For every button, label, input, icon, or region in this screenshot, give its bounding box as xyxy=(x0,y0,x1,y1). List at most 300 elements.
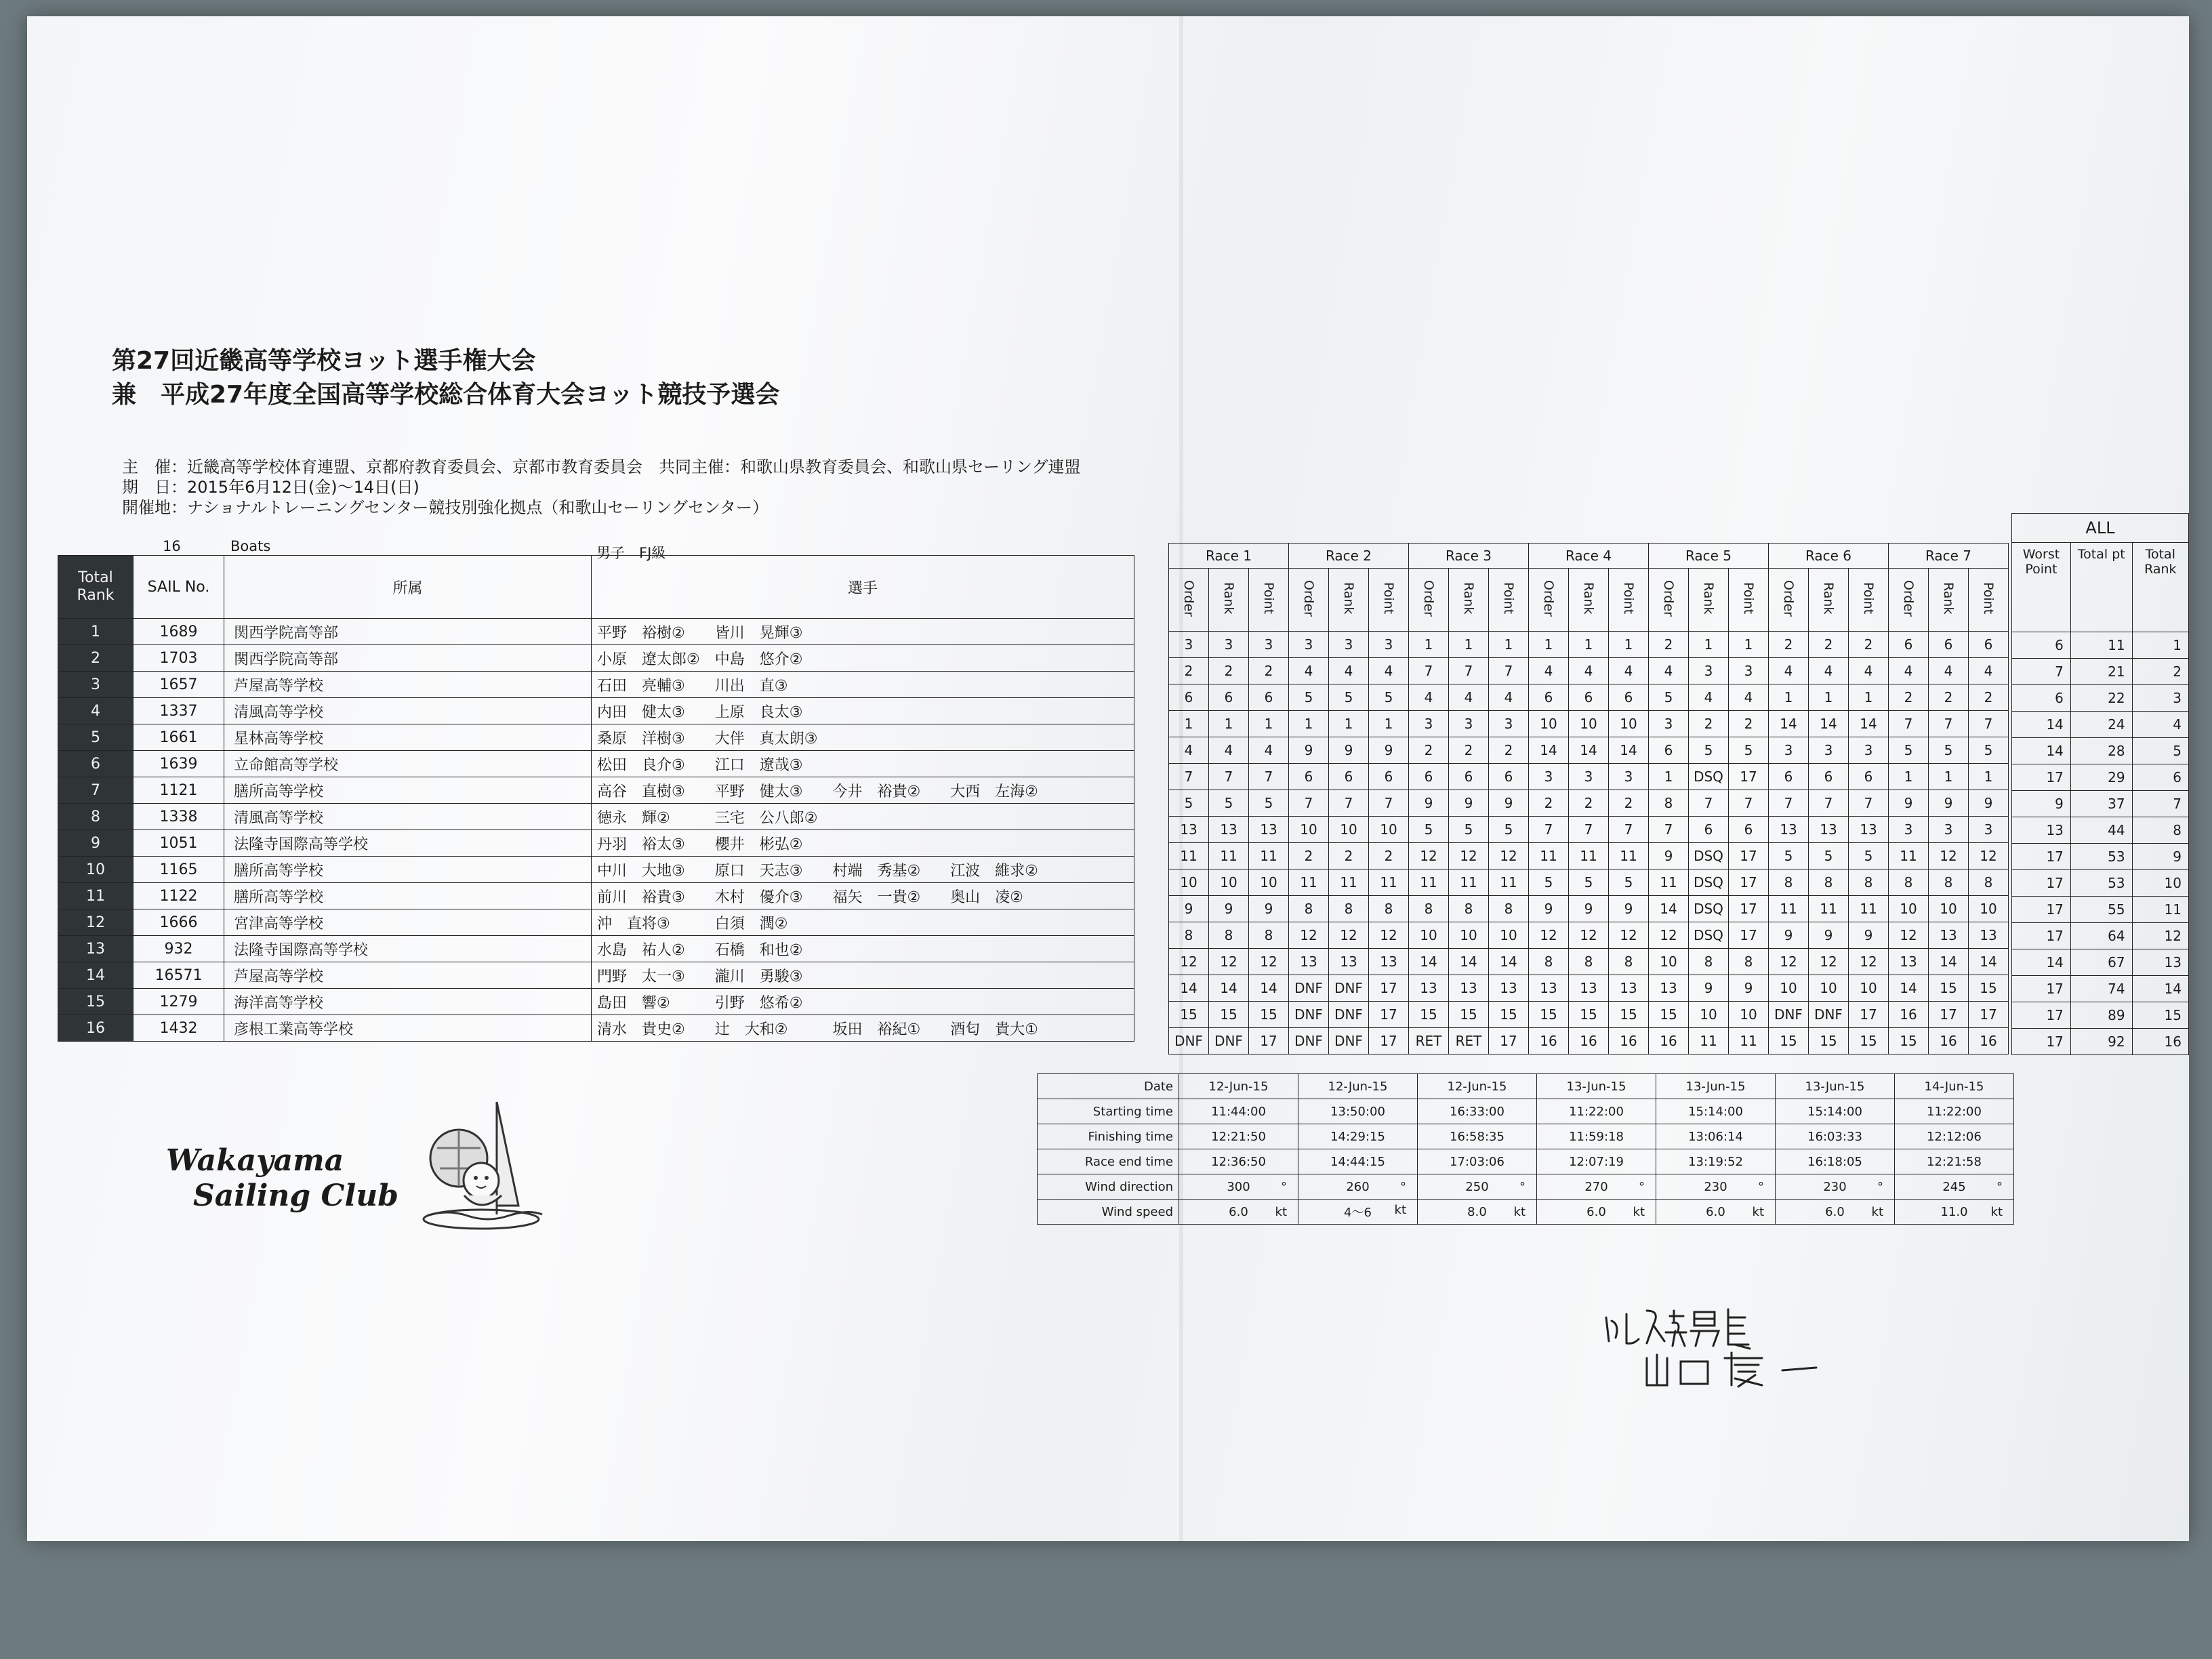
race-result-cell: 16 xyxy=(1969,1028,2009,1054)
race-result-cell: 7 xyxy=(1249,764,1289,790)
total-pt-cell: 29 xyxy=(2070,764,2132,791)
conditions-value-cell xyxy=(1656,1124,1776,1149)
race-result-cell: 16 xyxy=(1649,1028,1689,1054)
race-result-cell: 4 xyxy=(1169,737,1209,764)
all-header: ALL xyxy=(2012,514,2189,543)
sailors-cell: 高谷 直樹③ 平野 健太③ 今井 裕貴② 大西 左海② xyxy=(592,777,1134,804)
race-result-cell: 4 xyxy=(1889,658,1929,684)
sail-no-cell: 1338 xyxy=(134,804,224,830)
race-result-cell: DSQ xyxy=(1689,764,1729,790)
race-result-cell: 7 xyxy=(1409,658,1449,684)
conditions-label: Date xyxy=(1038,1074,1179,1099)
race-result-cell: 10 xyxy=(1489,922,1529,949)
race-result-cell: 17 xyxy=(1369,1028,1409,1054)
race-result-cell: 9 xyxy=(1889,790,1929,817)
worst-point-cell: 17 xyxy=(2012,764,2071,791)
race-subheader-label: Rank xyxy=(1461,581,1476,615)
race-result-cell: 6 xyxy=(1169,684,1209,711)
race-result-cell: 6 xyxy=(1529,684,1569,711)
race-result-cell: 7 xyxy=(1489,658,1529,684)
conditions-value-cell xyxy=(1537,1149,1656,1174)
race-result-cell: 6 xyxy=(1889,632,1929,658)
race-result-cell: 13 xyxy=(1529,975,1569,1002)
total-pt-cell: 37 xyxy=(2070,791,2132,817)
worst-point-cell: 6 xyxy=(2012,632,2071,659)
race-result-cell: 3 xyxy=(1609,764,1649,790)
conditions-value: 300 xyxy=(1227,1179,1250,1194)
race-result-cell: 7 xyxy=(1729,790,1769,817)
race-result-cell: 9 xyxy=(1249,896,1289,922)
overall-rank-cell: 11 xyxy=(2132,897,2188,923)
race-result-cell: 12 xyxy=(1649,922,1689,949)
race-result-cell: 1 xyxy=(1249,711,1289,737)
race-header: Race 3 xyxy=(1409,544,1529,569)
race-result-cell: 8 xyxy=(1489,896,1529,922)
race-result-cell: 17 xyxy=(1969,1002,2009,1028)
total-pt-cell: 89 xyxy=(2070,1002,2132,1029)
header-sail-no: SAIL No. xyxy=(134,556,224,619)
sail-no-cell: 1661 xyxy=(134,724,224,751)
race-result-cell: 14 xyxy=(1809,711,1849,737)
race-row xyxy=(1169,1028,2009,1054)
total-rank-cell: 15 xyxy=(58,989,134,1015)
overall-row xyxy=(2012,764,2189,791)
race-result-cell: 6 xyxy=(1769,764,1809,790)
header-overall-rank: Total Rank xyxy=(2132,543,2188,632)
race-result-cell: 7 xyxy=(1649,817,1689,843)
race-result-cell: 14 xyxy=(1969,949,2009,975)
race-row xyxy=(1169,632,2009,658)
race-subheader-point xyxy=(1969,569,2009,632)
club-logo-line1: Wakayama xyxy=(166,1143,344,1178)
table-row xyxy=(58,751,1134,777)
race-result-cell: 15 xyxy=(1409,1002,1449,1028)
race-result-cell: 11 xyxy=(1569,843,1609,869)
race-result-cell: 17 xyxy=(1929,1002,1969,1028)
race-result-cell: 6 xyxy=(1729,817,1769,843)
race-result-cell: 3 xyxy=(1969,817,2009,843)
conditions-value: 16:18:05 xyxy=(1807,1154,1862,1169)
conditions-value: 12-Jun-15 xyxy=(1447,1079,1507,1094)
race-result-cell: 3 xyxy=(1449,711,1489,737)
race-result-cell: 12 xyxy=(1849,949,1889,975)
race-result-cell: 16 xyxy=(1929,1028,1969,1054)
race-result-cell: 3 xyxy=(1209,632,1249,658)
conditions-value-cell xyxy=(1179,1174,1298,1200)
race-result-cell: 17 xyxy=(1369,1002,1409,1028)
worst-point-cell: 7 xyxy=(2012,659,2071,685)
race-result-cell: 5 xyxy=(1809,843,1849,869)
race-result-cell: 2 xyxy=(1609,790,1649,817)
race-result-cell: 9 xyxy=(1449,790,1489,817)
race-result-cell: 13 xyxy=(1569,975,1609,1002)
race-result-cell: 11 xyxy=(1609,843,1649,869)
race-result-cell: 9 xyxy=(1169,896,1209,922)
header-total-rank: Total Rank xyxy=(58,556,134,619)
overall-rank-cell: 1 xyxy=(2132,632,2188,659)
race-result-cell: 9 xyxy=(1409,790,1449,817)
race-result-cell: 7 xyxy=(1769,790,1809,817)
race-result-cell: 13 xyxy=(1449,975,1489,1002)
overall-row xyxy=(2012,976,2189,1002)
worst-point-cell: 13 xyxy=(2012,817,2071,844)
race-subheader-label: Point xyxy=(1741,581,1756,615)
conditions-value: 260 xyxy=(1346,1179,1370,1194)
table-row xyxy=(58,962,1134,989)
race-result-cell: 9 xyxy=(1609,896,1649,922)
conditions-value: 11:44:00 xyxy=(1211,1104,1266,1119)
race-result-cell: 1 xyxy=(1169,711,1209,737)
degree-unit: ° xyxy=(1281,1179,1287,1194)
race-result-cell: 5 xyxy=(1969,737,2009,764)
conditions-value-cell xyxy=(1776,1174,1895,1200)
race-subheader-rank xyxy=(1449,569,1489,632)
sail-no-cell: 16571 xyxy=(134,962,224,989)
race-result-cell: DNF xyxy=(1289,975,1329,1002)
conditions-label: Wind direction xyxy=(1038,1174,1179,1200)
overall-rank-cell: 3 xyxy=(2132,685,2188,712)
race-result-cell: 6 xyxy=(1809,764,1849,790)
table-row xyxy=(58,989,1134,1015)
conditions-value: 230 xyxy=(1704,1179,1727,1194)
race-subheader-order xyxy=(1169,569,1209,632)
conditions-value-cell xyxy=(1656,1099,1776,1124)
sail-no-cell: 1337 xyxy=(134,698,224,724)
race-result-cell: 13 xyxy=(1609,975,1649,1002)
race-result-cell: 10 xyxy=(1449,922,1489,949)
race-result-cell: 7 xyxy=(1969,711,2009,737)
race-result-cell: 10 xyxy=(1329,817,1369,843)
race-result-cell: 4 xyxy=(1369,658,1409,684)
conditions-value: 13-Jun-15 xyxy=(1566,1079,1626,1094)
race-result-cell: 7 xyxy=(1809,790,1849,817)
race-result-cell: 7 xyxy=(1689,790,1729,817)
race-result-cell: 1 xyxy=(1609,632,1649,658)
total-rank-cell: 8 xyxy=(58,804,134,830)
worst-point-cell: 17 xyxy=(2012,923,2071,949)
race-subheader-point xyxy=(1249,569,1289,632)
conditions-value: 230 xyxy=(1823,1179,1847,1194)
race-subheader-label: Order xyxy=(1181,579,1196,617)
race-result-cell: 3 xyxy=(1489,711,1529,737)
table-row xyxy=(58,1015,1134,1042)
race-header: Race 6 xyxy=(1769,544,1889,569)
conditions-value: 12-Jun-15 xyxy=(1208,1079,1269,1094)
school-cell: 清風高等学校 xyxy=(224,698,592,724)
conditions-row xyxy=(1038,1149,2014,1174)
total-pt-cell: 74 xyxy=(2070,976,2132,1002)
race-result-cell: 1 xyxy=(1209,711,1249,737)
race-result-cell: 8 xyxy=(1929,869,1969,896)
conditions-value-cell xyxy=(1179,1200,1298,1225)
race-result-cell: 4 xyxy=(1289,658,1329,684)
conditions-value: 12:21:50 xyxy=(1211,1129,1266,1144)
race-result-cell: 10 xyxy=(1689,1002,1729,1028)
race-result-cell: 14 xyxy=(1849,711,1889,737)
race-result-cell: 14 xyxy=(1889,975,1929,1002)
race-result-cell: 1 xyxy=(1649,764,1689,790)
race-result-cell: 4 xyxy=(1649,658,1689,684)
race-row xyxy=(1169,737,2009,764)
race-result-cell: 12 xyxy=(1569,922,1609,949)
race-result-cell: 2 xyxy=(1729,711,1769,737)
race-results-table xyxy=(1168,543,2009,1054)
race-result-cell: 10 xyxy=(1249,869,1289,896)
race-result-cell: 2 xyxy=(1449,737,1489,764)
race-result-cell: 12 xyxy=(1969,843,2009,869)
overall-rank-cell: 6 xyxy=(2132,764,2188,791)
race-subheader-rank xyxy=(1929,569,1969,632)
conditions-value-cell xyxy=(1179,1149,1298,1174)
race-result-cell: 15 xyxy=(1569,1002,1609,1028)
total-pt-cell: 21 xyxy=(2070,659,2132,685)
race-result-cell: DNF xyxy=(1169,1028,1209,1054)
race-result-cell: 17 xyxy=(1729,843,1769,869)
race-result-cell: 3 xyxy=(1689,658,1729,684)
race-result-cell: 10 xyxy=(1409,922,1449,949)
race-result-cell: 9 xyxy=(1329,737,1369,764)
conditions-label: Race end time xyxy=(1038,1149,1179,1174)
race-row xyxy=(1169,658,2009,684)
race-result-cell: 8 xyxy=(1249,922,1289,949)
race-result-cell: 1 xyxy=(1929,764,1969,790)
header-sailors: 選手 xyxy=(592,556,1134,619)
sail-no-cell: 1639 xyxy=(134,751,224,777)
race-subheader-order xyxy=(1409,569,1449,632)
total-pt-cell: 44 xyxy=(2070,817,2132,844)
race-conditions-table xyxy=(1037,1073,2014,1225)
race-subheader-label: Point xyxy=(1981,581,1996,615)
race-result-cell: 9 xyxy=(1649,843,1689,869)
total-rank-cell: 14 xyxy=(58,962,134,989)
race-result-cell: 12 xyxy=(1809,949,1849,975)
race-subheader-label: Rank xyxy=(1701,581,1716,615)
race-result-cell: 5 xyxy=(1289,684,1329,711)
race-subheader-label: Point xyxy=(1861,581,1876,615)
race-result-cell: 12 xyxy=(1929,843,1969,869)
race-result-cell: 4 xyxy=(1209,737,1249,764)
race-result-cell: 13 xyxy=(1929,922,1969,949)
race-subheader-label: Point xyxy=(1621,581,1636,615)
race-result-cell: 6 xyxy=(1369,764,1409,790)
race-result-cell: 11 xyxy=(1329,869,1369,896)
race-result-cell: 14 xyxy=(1569,737,1609,764)
conditions-value: 250 xyxy=(1465,1179,1489,1194)
race-result-cell: 8 xyxy=(1329,896,1369,922)
conditions-value-cell xyxy=(1776,1124,1895,1149)
race-result-cell: 14 xyxy=(1769,711,1809,737)
race-subheader-label: Order xyxy=(1901,579,1916,617)
race-result-cell: 16 xyxy=(1529,1028,1569,1054)
table-row xyxy=(58,909,1134,936)
race-result-cell: 6 xyxy=(1209,684,1249,711)
race-result-cell: 10 xyxy=(1609,711,1649,737)
overall-row xyxy=(2012,949,2189,976)
race-result-cell: 17 xyxy=(1489,1028,1529,1054)
race-row xyxy=(1169,843,2009,869)
race-result-cell: 8 xyxy=(1809,869,1849,896)
race-row xyxy=(1169,817,2009,843)
degree-unit: ° xyxy=(1996,1179,2003,1194)
race-result-cell: 2 xyxy=(1929,684,1969,711)
race-result-cell: 12 xyxy=(1169,949,1209,975)
race-result-cell: 10 xyxy=(1289,817,1329,843)
conditions-value-cell xyxy=(1656,1074,1776,1099)
race-result-cell: 7 xyxy=(1169,764,1209,790)
race-result-cell: 9 xyxy=(1809,922,1849,949)
race-subheader-order xyxy=(1529,569,1569,632)
sail-no-cell: 932 xyxy=(134,936,224,962)
race-result-cell: 5 xyxy=(1449,817,1489,843)
race-result-cell: 13 xyxy=(1489,975,1529,1002)
race-subheader-label: Point xyxy=(1261,581,1276,615)
race-result-cell: 8 xyxy=(1209,922,1249,949)
school-cell: 関西学院高等部 xyxy=(224,619,592,645)
race-result-cell: 4 xyxy=(1569,658,1609,684)
race-result-cell: 14 xyxy=(1529,737,1569,764)
total-rank-cell: 2 xyxy=(58,645,134,672)
table-row xyxy=(58,645,1134,672)
conditions-value: 13:50:00 xyxy=(1330,1104,1385,1119)
total-rank-cell: 9 xyxy=(58,830,134,857)
sailors-cell: 内田 健太③ 上原 良太③ xyxy=(592,698,1134,724)
race-result-cell: 5 xyxy=(1489,817,1529,843)
race-row xyxy=(1169,896,2009,922)
conditions-value: 6.0 xyxy=(1706,1204,1725,1219)
table-row xyxy=(58,619,1134,645)
race-result-cell: 9 xyxy=(1529,896,1569,922)
race-result-cell: 14 xyxy=(1169,975,1209,1002)
conditions-value: 14:29:15 xyxy=(1330,1129,1385,1144)
race-result-cell: 11 xyxy=(1249,843,1289,869)
degree-unit: ° xyxy=(1758,1179,1764,1194)
conditions-value-cell xyxy=(1179,1074,1298,1099)
conditions-value-cell xyxy=(1537,1099,1656,1124)
signature-image xyxy=(1599,1290,1884,1392)
race-result-cell: 14 xyxy=(1449,949,1489,975)
overall-row xyxy=(2012,685,2189,712)
worst-point-cell: 14 xyxy=(2012,712,2071,738)
conditions-value: 11:59:18 xyxy=(1569,1129,1624,1144)
conditions-value: 8.0 xyxy=(1467,1204,1487,1219)
race-result-cell: 7 xyxy=(1449,658,1489,684)
conditions-value: 13:06:14 xyxy=(1688,1129,1743,1144)
race-result-cell: 15 xyxy=(1449,1002,1489,1028)
sailors-cell: 沖 直将③ 白須 潤② xyxy=(592,909,1134,936)
race-result-cell: 3 xyxy=(1729,658,1769,684)
race-header: Race 1 xyxy=(1169,544,1289,569)
race-result-cell: DNF xyxy=(1289,1002,1329,1028)
race-result-cell: 13 xyxy=(1849,817,1889,843)
conditions-value: 13-Jun-15 xyxy=(1805,1079,1865,1094)
table-row xyxy=(58,672,1134,698)
race-result-cell: DNF xyxy=(1329,1028,1369,1054)
race-result-cell: 16 xyxy=(1609,1028,1649,1054)
race-result-cell: 12 xyxy=(1369,922,1409,949)
race-result-cell: 1 xyxy=(1489,632,1529,658)
conditions-value: 16:03:33 xyxy=(1807,1129,1862,1144)
conditions-value-cell xyxy=(1418,1099,1537,1124)
race-result-cell: 12 xyxy=(1769,949,1809,975)
overall-row xyxy=(2012,738,2189,764)
conditions-value-cell xyxy=(1656,1174,1776,1200)
sail-no-cell: 1703 xyxy=(134,645,224,672)
school-cell: 膳所高等学校 xyxy=(224,777,592,804)
sailors-cell: 丹羽 裕太③ 櫻井 彬弘② xyxy=(592,830,1134,857)
race-result-cell: 3 xyxy=(1169,632,1209,658)
race-subheader-point xyxy=(1609,569,1649,632)
race-result-cell: 8 xyxy=(1369,896,1409,922)
race-result-cell: 17 xyxy=(1249,1028,1289,1054)
race-result-cell: 2 xyxy=(1689,711,1729,737)
race-result-cell: 10 xyxy=(1169,869,1209,896)
race-result-cell: 3 xyxy=(1569,764,1609,790)
race-result-cell: 8 xyxy=(1729,949,1769,975)
race-result-cell: 3 xyxy=(1369,632,1409,658)
race-result-cell: 9 xyxy=(1929,790,1969,817)
race-result-cell: 4 xyxy=(1729,684,1769,711)
race-result-cell: 17 xyxy=(1729,764,1769,790)
race-result-cell: 11 xyxy=(1649,869,1689,896)
race-result-cell: 2 xyxy=(1769,632,1809,658)
race-result-cell: 13 xyxy=(1889,949,1929,975)
race-result-cell: 17 xyxy=(1729,869,1769,896)
race-result-cell: 4 xyxy=(1409,684,1449,711)
race-result-cell: 14 xyxy=(1209,975,1249,1002)
school-cell: 関西学院高等部 xyxy=(224,645,592,672)
overall-rank-cell: 13 xyxy=(2132,949,2188,976)
race-result-cell: 2 xyxy=(1529,790,1569,817)
race-result-cell: 2 xyxy=(1369,843,1409,869)
race-row xyxy=(1169,949,2009,975)
race-result-cell: 6 xyxy=(1409,764,1449,790)
race-subheader-point xyxy=(1489,569,1529,632)
race-result-cell: 12 xyxy=(1609,922,1649,949)
race-result-cell: 5 xyxy=(1369,684,1409,711)
race-result-cell: 5 xyxy=(1769,843,1809,869)
sailors-cell: 石田 亮輔③ 川出 直③ xyxy=(592,672,1134,698)
overall-row xyxy=(2012,791,2189,817)
race-result-cell: 8 xyxy=(1409,896,1449,922)
race-result-cell: 13 xyxy=(1809,817,1849,843)
race-result-cell: 4 xyxy=(1609,658,1649,684)
sail-no-cell: 1666 xyxy=(134,909,224,936)
race-result-cell: 1 xyxy=(1969,764,2009,790)
race-result-cell: 15 xyxy=(1809,1028,1849,1054)
sailors-cell: 門野 太一③ 瀧川 勇駿③ xyxy=(592,962,1134,989)
conditions-value: 16:33:00 xyxy=(1450,1104,1504,1119)
race-result-cell: 3 xyxy=(1929,817,1969,843)
race-result-cell: 5 xyxy=(1329,684,1369,711)
total-rank-cell: 13 xyxy=(58,936,134,962)
race-result-cell: 9 xyxy=(1289,737,1329,764)
race-result-cell: 15 xyxy=(1969,975,2009,1002)
race-result-cell: 10 xyxy=(1969,896,2009,922)
race-result-cell: 1 xyxy=(1529,632,1569,658)
race-result-cell: 6 xyxy=(1969,632,2009,658)
race-result-cell: 7 xyxy=(1929,711,1969,737)
race-result-cell: 13 xyxy=(1249,817,1289,843)
conditions-value-cell xyxy=(1776,1200,1895,1225)
race-result-cell: 8 xyxy=(1649,790,1689,817)
venue-info: 開催地：ナショナルトレーニングセンター競技別強化拠点（和歌山セーリングセンター） xyxy=(122,498,769,517)
worst-point-cell: 14 xyxy=(2012,738,2071,764)
total-pt-cell: 22 xyxy=(2070,685,2132,712)
conditions-value: 6.0 xyxy=(1586,1204,1606,1219)
race-result-cell: 8 xyxy=(1449,896,1489,922)
conditions-value: 12:12:06 xyxy=(1927,1129,1982,1144)
conditions-value-cell xyxy=(1418,1124,1537,1149)
